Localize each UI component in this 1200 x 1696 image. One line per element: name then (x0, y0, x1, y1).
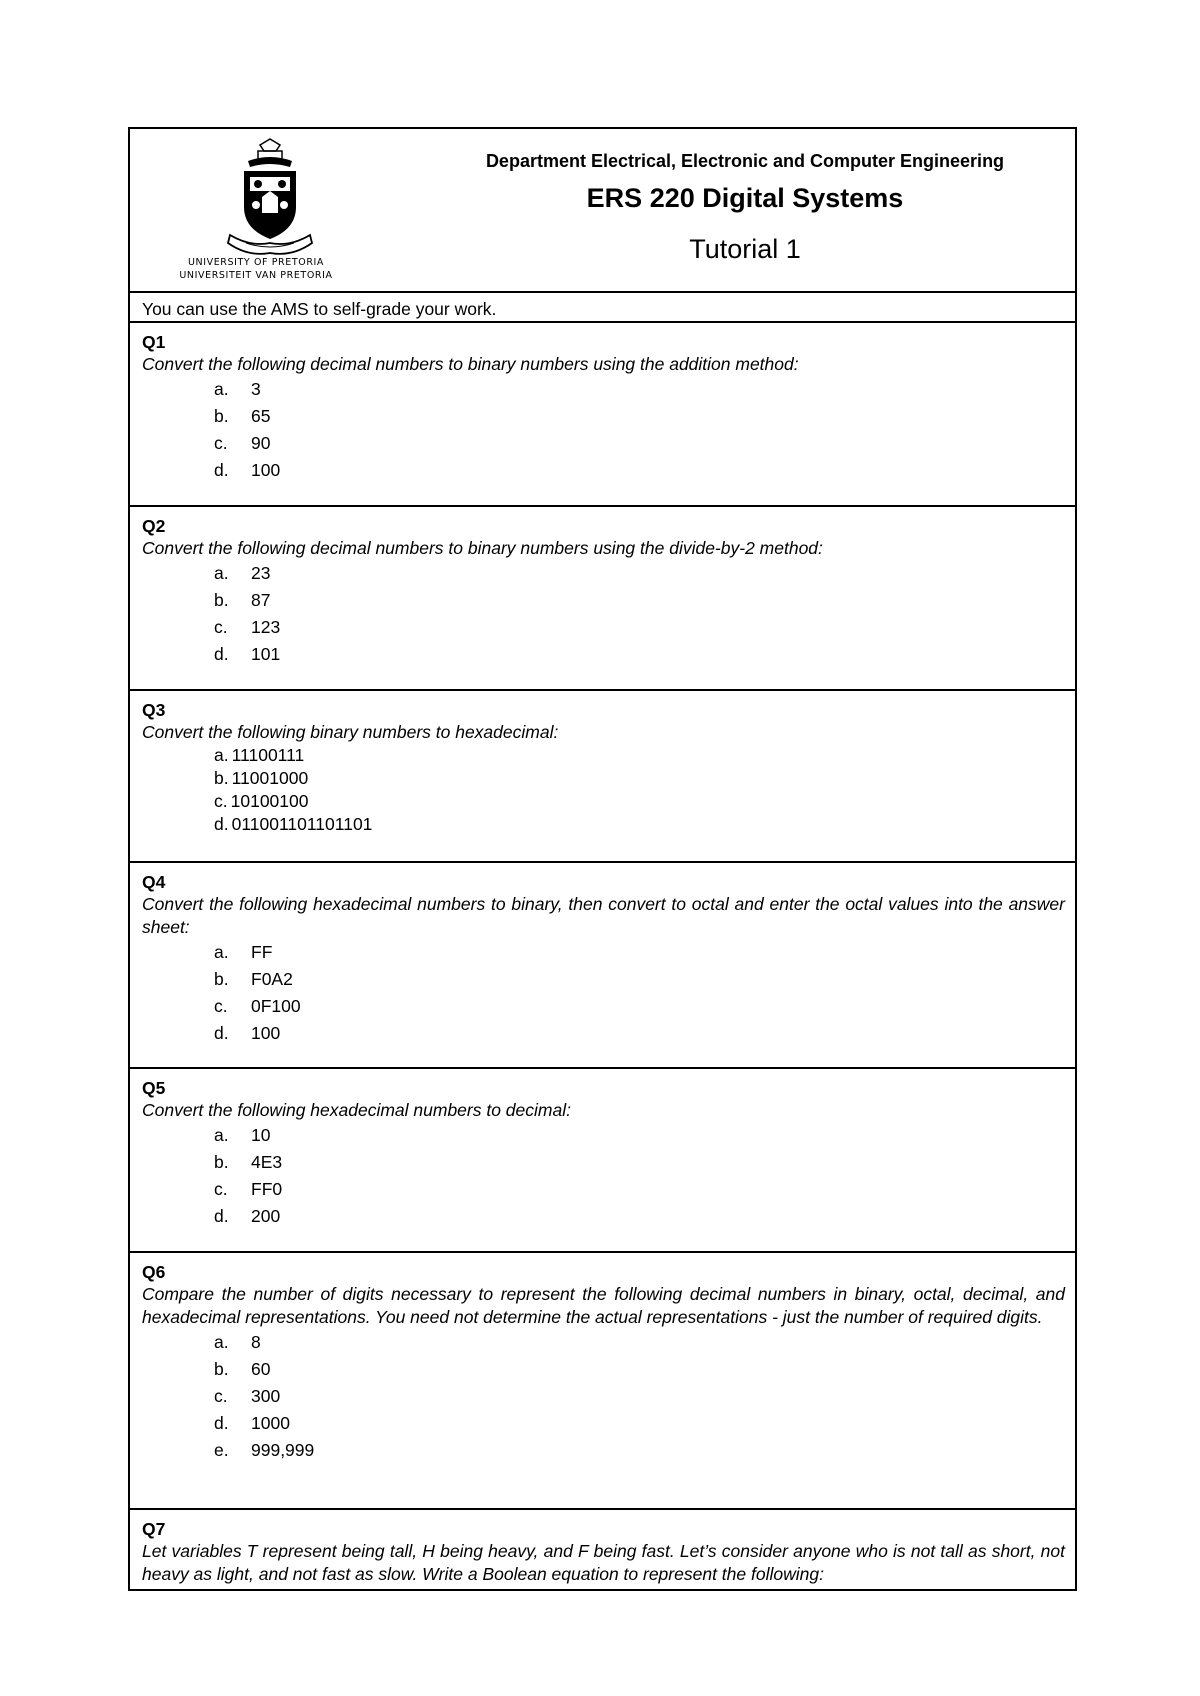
answer-list (142, 376, 1065, 484)
answer-list (142, 560, 1065, 668)
item-label: a. (214, 745, 229, 765)
question-title: Q1 (142, 332, 166, 352)
list-item (214, 403, 1065, 430)
list-item (214, 457, 1065, 484)
list-item (214, 1020, 1065, 1047)
list-item (214, 1437, 1065, 1464)
question-block-q2 (130, 507, 1075, 691)
item-label: c. (214, 996, 228, 1016)
item-value: 4E3 (251, 1152, 283, 1172)
item-label: b. (214, 768, 229, 788)
item-value: 123 (251, 617, 281, 637)
item-value: 10 (251, 1125, 271, 1145)
tutorial-title: Tutorial 1 (689, 234, 801, 264)
university-name (176, 256, 336, 282)
item-label: c. (214, 1386, 228, 1406)
department-title: Department Electrical, Electronic and Computer Engineering (485, 151, 1005, 171)
item-value: 999,999 (251, 1440, 315, 1460)
list-item (214, 376, 1065, 403)
item-label: d. (214, 1023, 229, 1043)
item-value: 100 (251, 460, 281, 480)
course-title: ERS 220 Digital Systems (586, 183, 904, 213)
item-label: d. (214, 644, 229, 664)
item-value: 90 (251, 433, 271, 453)
item-label: b. (214, 1359, 229, 1379)
item-value: 1000 (251, 1413, 290, 1433)
question-text: Convert the following hexadecimal numbers to binary, then convert to octal and enter the octal values into the answer sheet: (142, 894, 1065, 937)
item-value: 60 (251, 1359, 271, 1379)
question-block-q5 (130, 1069, 1075, 1253)
item-value: 100 (251, 1023, 281, 1043)
list-item (214, 587, 1065, 614)
list-item (214, 430, 1065, 457)
question-title: Q3 (142, 700, 166, 720)
item-value: FF0 (251, 1179, 283, 1199)
item-label: d. (214, 460, 229, 480)
question-title: Q2 (142, 516, 166, 536)
item-value: 101 (251, 644, 281, 664)
list-item (214, 939, 1065, 966)
list-item (214, 813, 1065, 836)
list-item (214, 1122, 1065, 1149)
question-title: Q5 (142, 1078, 166, 1098)
list-item (214, 790, 1065, 813)
list-item (214, 1356, 1065, 1383)
question-block-q6 (130, 1253, 1075, 1510)
item-value: 23 (251, 563, 271, 583)
university-name-afrikaans: UNIVERSITEIT VAN PRETORIA (179, 270, 333, 281)
item-value: 300 (251, 1386, 281, 1406)
item-label: a. (214, 942, 229, 962)
item-label: c. (214, 1179, 228, 1199)
item-value: 8 (251, 1332, 261, 1352)
list-item (214, 1383, 1065, 1410)
item-value: 87 (251, 590, 271, 610)
question-title: Q6 (142, 1262, 166, 1282)
list-item (214, 1329, 1065, 1356)
item-label: b. (214, 590, 229, 610)
list-item (214, 767, 1065, 790)
question-text: Compare the number of digits necessary to represent the following decimal numbers in binary, octal, decimal, and hexadecimal representations. You need not determine the actual representations - just the number of required digits. (142, 1284, 1065, 1327)
item-label: e. (214, 1440, 229, 1460)
question-block-q7 (130, 1510, 1075, 1590)
question-text: Convert the following decimal numbers to binary numbers using the addition method: (142, 354, 799, 374)
item-label: c. (214, 433, 228, 453)
item-label: b. (214, 969, 229, 989)
item-label: d. (214, 1413, 229, 1433)
question-title: Q4 (142, 872, 166, 892)
item-label: a. (214, 1332, 229, 1352)
item-label: c. (214, 791, 228, 811)
item-label: c. (214, 617, 228, 637)
list-item (214, 1410, 1065, 1437)
question-block-q1 (130, 323, 1075, 507)
answer-list (142, 939, 1065, 1047)
item-label: a. (214, 563, 229, 583)
list-item (214, 993, 1065, 1020)
question-text: Let variables T represent being tall, H being heavy, and F being fast. Let’s consider anyone who is not tall as short, not heavy as light, and not fast as slow. Write a Boolean equation to represent the following: (142, 1541, 1065, 1584)
item-label: b. (214, 406, 229, 426)
answer-list (142, 744, 1065, 836)
list-item (214, 1203, 1065, 1230)
item-value: 011001101101101 (231, 814, 373, 834)
item-label: b. (214, 1152, 229, 1172)
item-label: d. (214, 814, 229, 834)
item-value: 10100100 (230, 791, 309, 811)
item-value: F0A2 (251, 969, 293, 989)
list-item (214, 560, 1065, 587)
item-value: 11100111 (231, 745, 305, 765)
list-item (214, 641, 1065, 668)
question-block-q4 (130, 863, 1075, 1069)
university-name-english: UNIVERSITY OF PRETORIA (187, 257, 325, 268)
ams-note: You can use the AMS to self-grade your work. (130, 293, 1075, 323)
item-value: FF (251, 942, 273, 962)
item-label: d. (214, 1206, 229, 1226)
item-value: 3 (251, 379, 261, 399)
question-text: Convert the following hexadecimal numbers to decimal: (142, 1100, 571, 1120)
item-value: 200 (251, 1206, 281, 1226)
list-item (214, 614, 1065, 641)
list-item (214, 966, 1065, 993)
question-text: Convert the following decimal numbers to binary numbers using the divide-by-2 method: (142, 538, 823, 558)
item-label: a. (214, 379, 229, 399)
item-label: a. (214, 1125, 229, 1145)
answer-list (142, 1122, 1065, 1230)
question-block-q3 (130, 691, 1075, 863)
answer-list (142, 1329, 1065, 1464)
question-text: Convert the following binary numbers to hexadecimal: (142, 722, 559, 742)
question-title: Q7 (142, 1519, 166, 1539)
list-item (214, 1176, 1065, 1203)
list-item (214, 1149, 1065, 1176)
item-value: 11001000 (231, 768, 309, 788)
item-value: 0F100 (251, 996, 301, 1016)
tutorial-sheet (128, 127, 1077, 1591)
header (130, 129, 1075, 293)
item-value: 65 (251, 406, 271, 426)
list-item (214, 744, 1065, 767)
